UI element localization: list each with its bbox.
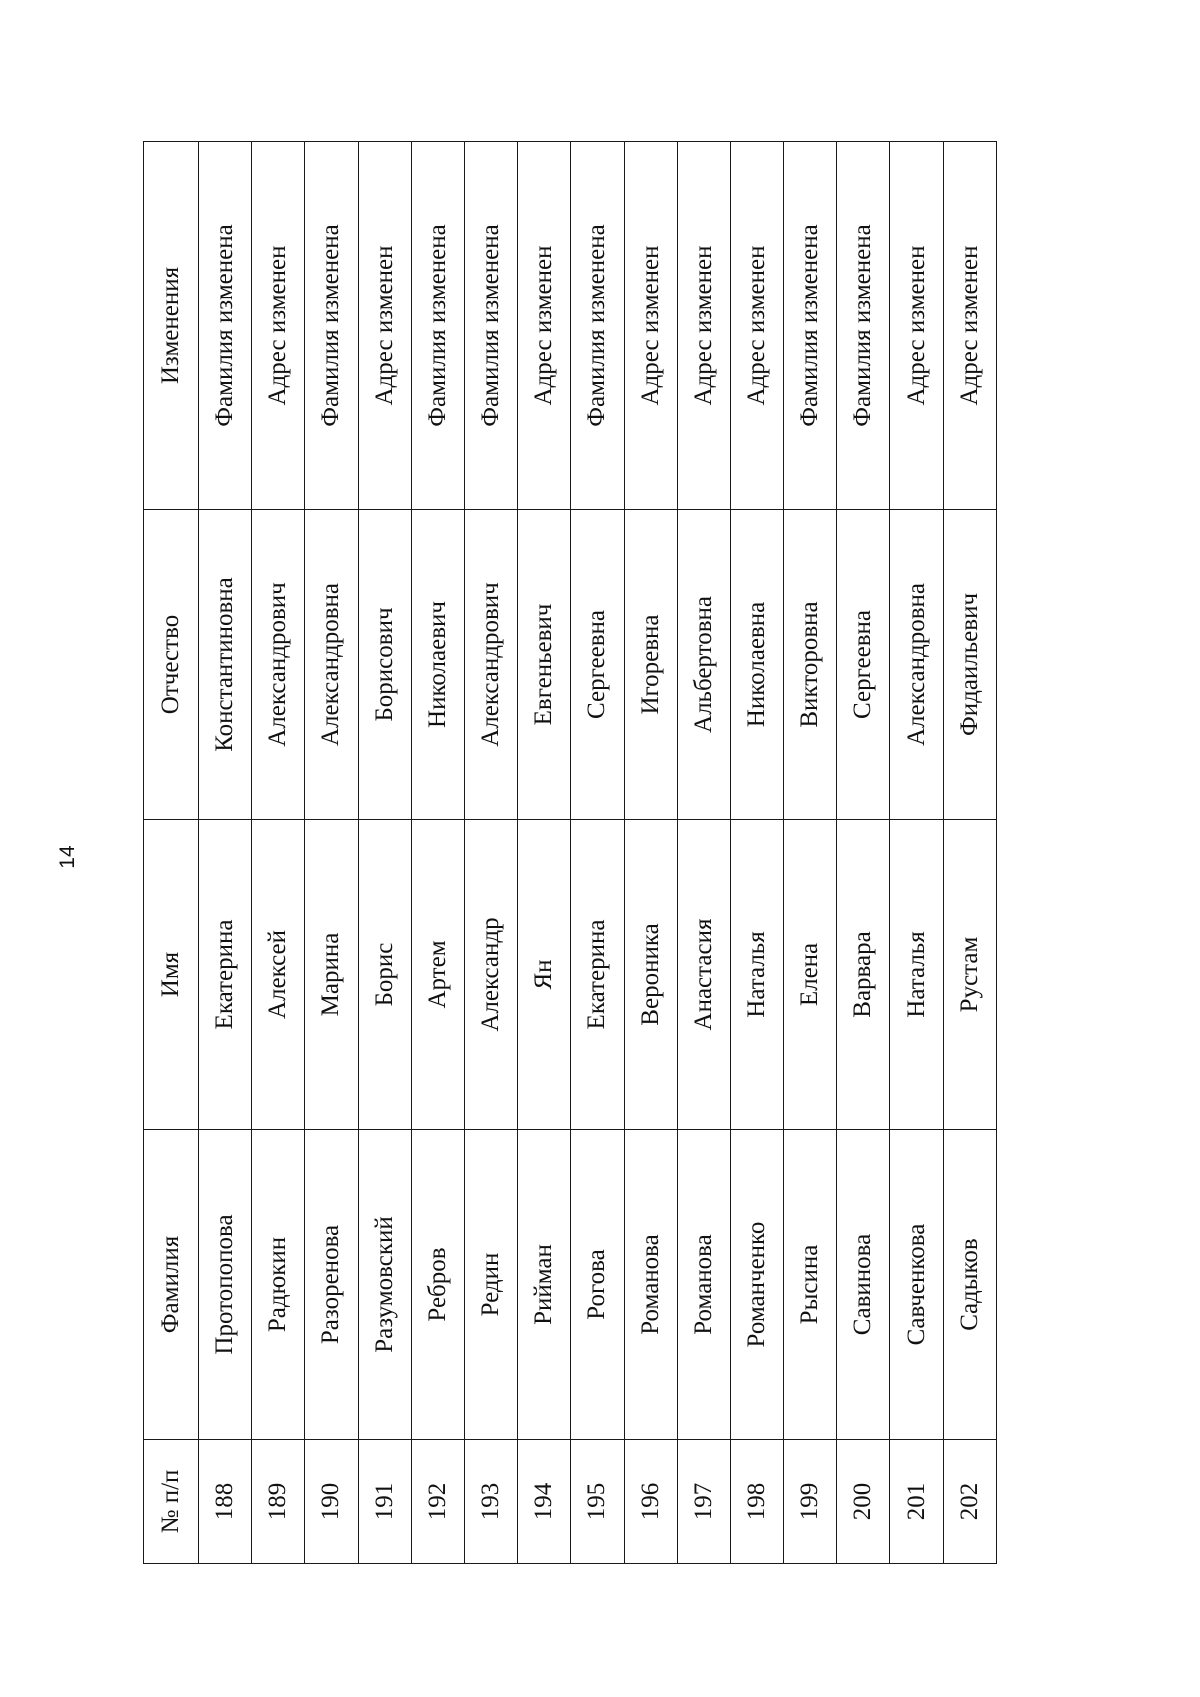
cell-num: 199 [784,1440,837,1564]
cell-num: 197 [677,1440,730,1564]
header-changes: Изменения [144,142,199,510]
cell-last-name: Разоренова [305,1130,358,1440]
cell-changes: Фамилия изменена [784,142,837,510]
cell-last-name: Романова [677,1130,730,1440]
table-row [305,142,358,1564]
cell-num: 188 [199,1440,252,1564]
cell-num: 200 [837,1440,890,1564]
table-row [518,142,571,1564]
cell-last-name: Рогова [571,1130,624,1440]
cell-middle-name: Сергеевна [571,510,624,820]
cell-middle-name: Борисович [358,510,411,820]
table-row [784,142,837,1564]
cell-num: 201 [890,1440,943,1564]
cell-num: 195 [571,1440,624,1564]
header-num: № п/п [144,1440,199,1564]
cell-changes: Фамилия изменена [411,142,464,510]
cell-num: 190 [305,1440,358,1564]
cell-middle-name: Евгеньевич [518,510,571,820]
cell-num: 189 [252,1440,305,1564]
cell-first-name: Варвара [837,820,890,1130]
cell-changes: Фамилия изменена [305,142,358,510]
table-row [411,142,464,1564]
cell-last-name: Савинова [837,1130,890,1440]
cell-num: 191 [358,1440,411,1564]
cell-first-name: Елена [784,820,837,1130]
cell-last-name: Ребров [411,1130,464,1440]
table-row [358,142,411,1564]
cell-first-name: Борис [358,820,411,1130]
table-row [571,142,624,1564]
table-body [199,142,997,1564]
table-header-row [144,142,199,1564]
cell-changes: Фамилия изменена [837,142,890,510]
cell-first-name: Анастасия [677,820,730,1130]
cell-middle-name: Викторовна [784,510,837,820]
cell-first-name: Наталья [730,820,783,1130]
cell-last-name: Садыков [943,1130,996,1440]
cell-num: 202 [943,1440,996,1564]
page-number: 14 [56,845,79,869]
cell-changes: Адрес изменен [358,142,411,510]
cell-first-name: Александр [464,820,517,1130]
cell-num: 196 [624,1440,677,1564]
cell-last-name: Рысина [784,1130,837,1440]
cell-last-name: Редин [464,1130,517,1440]
cell-changes: Адрес изменен [518,142,571,510]
cell-changes: Фамилия изменена [199,142,252,510]
cell-changes: Адрес изменен [252,142,305,510]
cell-middle-name: Александрович [252,510,305,820]
register-table [143,141,997,1564]
cell-changes: Адрес изменен [730,142,783,510]
cell-middle-name: Александровна [305,510,358,820]
cell-middle-name: Сергеевна [837,510,890,820]
cell-changes: Адрес изменен [943,142,996,510]
cell-last-name: Савченкова [890,1130,943,1440]
cell-middle-name: Александрович [464,510,517,820]
cell-first-name: Марина [305,820,358,1130]
cell-first-name: Екатерина [199,820,252,1130]
cell-last-name: Протопопова [199,1130,252,1440]
cell-first-name: Алексей [252,820,305,1130]
cell-changes: Адрес изменен [677,142,730,510]
register-table-wrapper [143,142,997,1564]
cell-changes: Адрес изменен [624,142,677,510]
cell-last-name: Радюкин [252,1130,305,1440]
cell-middle-name: Николаевна [730,510,783,820]
cell-middle-name: Александровна [890,510,943,820]
cell-num: 193 [464,1440,517,1564]
cell-num: 198 [730,1440,783,1564]
table-row [890,142,943,1564]
cell-changes: Фамилия изменена [571,142,624,510]
header-last-name: Фамилия [144,1130,199,1440]
header-first-name: Имя [144,820,199,1130]
cell-first-name: Артем [411,820,464,1130]
cell-last-name: Романова [624,1130,677,1440]
table-row [677,142,730,1564]
table-row [464,142,517,1564]
cell-changes: Адрес изменен [890,142,943,510]
table-row [624,142,677,1564]
cell-middle-name: Фидаильевич [943,510,996,820]
table-row [730,142,783,1564]
cell-first-name: Наталья [890,820,943,1130]
header-middle-name: Отчество [144,510,199,820]
cell-first-name: Ян [518,820,571,1130]
cell-first-name: Рустам [943,820,996,1130]
cell-middle-name: Альбертовна [677,510,730,820]
cell-changes: Фамилия изменена [464,142,517,510]
cell-first-name: Екатерина [571,820,624,1130]
cell-num: 192 [411,1440,464,1564]
cell-first-name: Вероника [624,820,677,1130]
table-row [943,142,996,1564]
table-row [837,142,890,1564]
cell-middle-name: Константиновна [199,510,252,820]
cell-last-name: Рийман [518,1130,571,1440]
cell-middle-name: Николаевич [411,510,464,820]
cell-last-name: Романченко [730,1130,783,1440]
cell-last-name: Разумовский [358,1130,411,1440]
table-row [199,142,252,1564]
cell-num: 194 [518,1440,571,1564]
cell-middle-name: Игоревна [624,510,677,820]
table-row [252,142,305,1564]
